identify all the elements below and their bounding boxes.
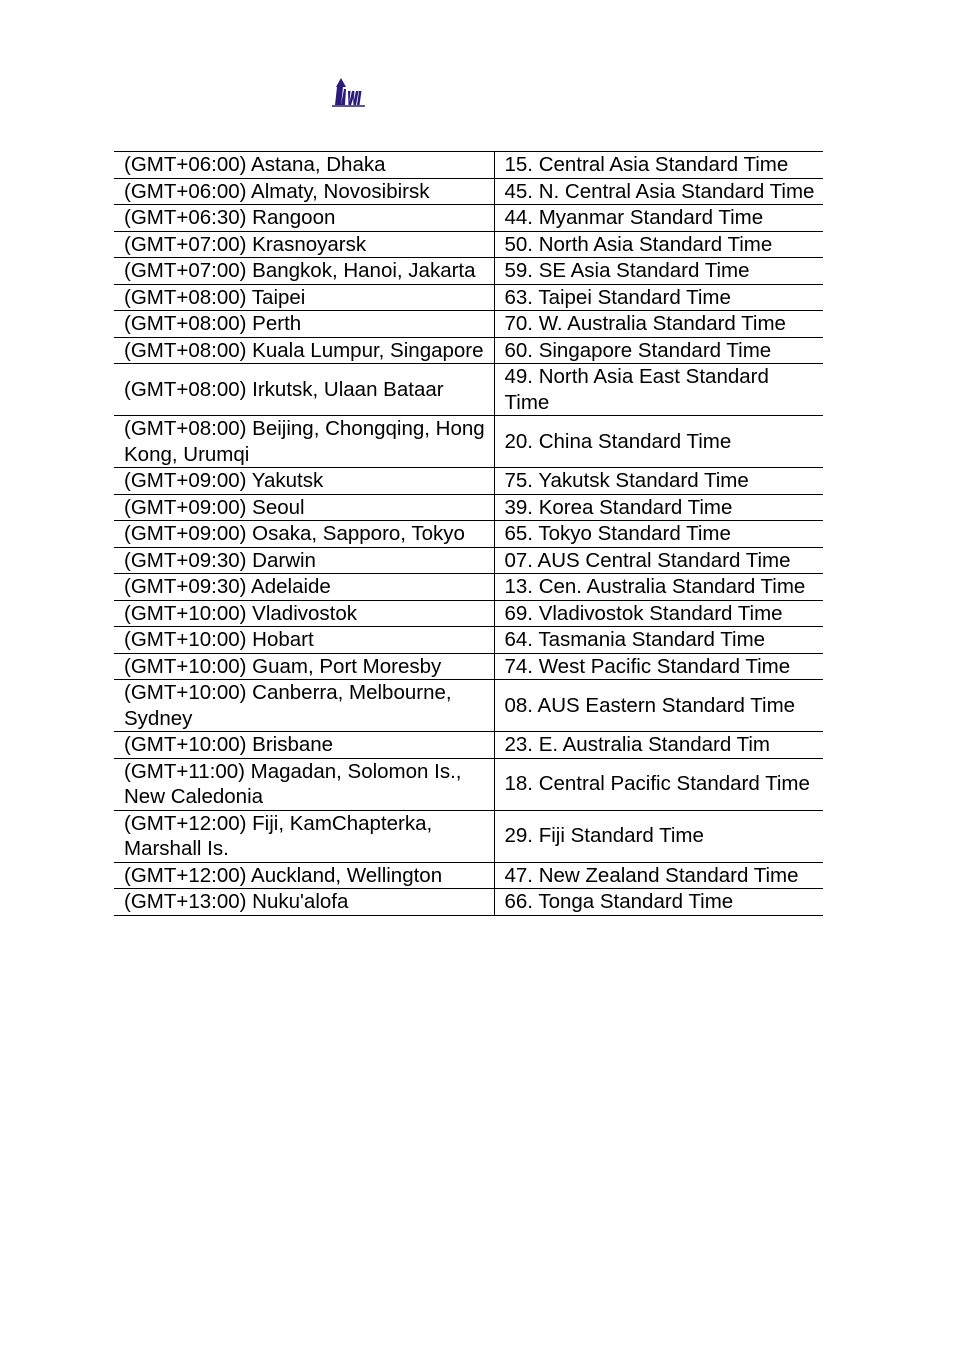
standard-name-cell: 44. Myanmar Standard Time bbox=[494, 205, 823, 232]
standard-name-cell: 65. Tokyo Standard Time bbox=[494, 521, 823, 548]
table-row bbox=[114, 231, 823, 258]
table-row bbox=[114, 889, 823, 916]
timezone-cell: (GMT+06:00) Almaty, Novosibirsk bbox=[114, 178, 494, 205]
table-row bbox=[114, 468, 823, 495]
table-row bbox=[114, 258, 823, 285]
table-row bbox=[114, 653, 823, 680]
timezone-cell: (GMT+11:00) Magadan, Solomon Is., New Caledonia bbox=[114, 758, 494, 810]
table-row bbox=[114, 732, 823, 759]
standard-name-cell: 47. New Zealand Standard Time bbox=[494, 862, 823, 889]
table-row bbox=[114, 627, 823, 654]
standard-name-cell: 74. West Pacific Standard Time bbox=[494, 653, 823, 680]
table-row bbox=[114, 337, 823, 364]
timezone-cell: (GMT+13:00) Nuku'alofa bbox=[114, 889, 494, 916]
timezone-cell: (GMT+06:00) Astana, Dhaka bbox=[114, 152, 494, 179]
standard-name-cell: 60. Singapore Standard Time bbox=[494, 337, 823, 364]
standard-name-cell: 63. Taipei Standard Time bbox=[494, 284, 823, 311]
timezone-cell: (GMT+09:30) Adelaide bbox=[114, 574, 494, 601]
timezone-cell: (GMT+07:00) Krasnoyarsk bbox=[114, 231, 494, 258]
standard-name-cell: 69. Vladivostok Standard Time bbox=[494, 600, 823, 627]
standard-name-cell: 64. Tasmania Standard Time bbox=[494, 627, 823, 654]
timezone-table-body bbox=[114, 152, 823, 916]
table-row bbox=[114, 574, 823, 601]
table-row bbox=[114, 178, 823, 205]
timezone-cell: (GMT+10:00) Guam, Port Moresby bbox=[114, 653, 494, 680]
table-row bbox=[114, 494, 823, 521]
table-row bbox=[114, 311, 823, 338]
timezone-cell: (GMT+09:00) Yakutsk bbox=[114, 468, 494, 495]
standard-name-cell: 59. SE Asia Standard Time bbox=[494, 258, 823, 285]
standard-name-cell: 75. Yakutsk Standard Time bbox=[494, 468, 823, 495]
standard-name-cell: 45. N. Central Asia Standard Time bbox=[494, 178, 823, 205]
table-row bbox=[114, 758, 823, 810]
timezone-cell: (GMT+10:00) Hobart bbox=[114, 627, 494, 654]
timezone-cell: (GMT+08:00) Kuala Lumpur, Singapore bbox=[114, 337, 494, 364]
table-row bbox=[114, 284, 823, 311]
table-row bbox=[114, 680, 823, 732]
standard-name-cell: 39. Korea Standard Time bbox=[494, 494, 823, 521]
standard-name-cell: 50. North Asia Standard Time bbox=[494, 231, 823, 258]
table-row bbox=[114, 152, 823, 179]
standard-name-cell: 23. E. Australia Standard Tim bbox=[494, 732, 823, 759]
table-row bbox=[114, 862, 823, 889]
timezone-cell: (GMT+09:00) Osaka, Sapporo, Tokyo bbox=[114, 521, 494, 548]
standard-name-cell: 49. North Asia East Standard Time bbox=[494, 364, 823, 416]
table-row bbox=[114, 416, 823, 468]
table-row bbox=[114, 810, 823, 862]
standard-name-cell: 66. Tonga Standard Time bbox=[494, 889, 823, 916]
timezone-cell: (GMT+10:00) Canberra, Melbourne, Sydney bbox=[114, 680, 494, 732]
timezone-cell: (GMT+10:00) Brisbane bbox=[114, 732, 494, 759]
table-row bbox=[114, 364, 823, 416]
table-row bbox=[114, 521, 823, 548]
standard-name-cell: 07. AUS Central Standard Time bbox=[494, 547, 823, 574]
standard-name-cell: 29. Fiji Standard Time bbox=[494, 810, 823, 862]
timezone-table bbox=[114, 151, 823, 916]
timezone-cell: (GMT+07:00) Bangkok, Hanoi, Jakarta bbox=[114, 258, 494, 285]
table-row bbox=[114, 547, 823, 574]
timezone-cell: (GMT+08:00) Beijing, Chongqing, Hong Kong, Urumqi bbox=[114, 416, 494, 468]
standard-name-cell: 20. China Standard Time bbox=[494, 416, 823, 468]
timezone-cell: (GMT+12:00) Fiji, KamChapterka, Marshall Is. bbox=[114, 810, 494, 862]
standard-name-cell: 18. Central Pacific Standard Time bbox=[494, 758, 823, 810]
standard-name-cell: 08. AUS Eastern Standard Time bbox=[494, 680, 823, 732]
timezone-cell: (GMT+06:30) Rangoon bbox=[114, 205, 494, 232]
timezone-cell: (GMT+08:00) Irkutsk, Ulaan Bataar bbox=[114, 364, 494, 416]
timezone-cell: (GMT+09:30) Darwin bbox=[114, 547, 494, 574]
timezone-cell: (GMT+12:00) Auckland, Wellington bbox=[114, 862, 494, 889]
timezone-cell: (GMT+09:00) Seoul bbox=[114, 494, 494, 521]
timezone-cell: (GMT+10:00) Vladivostok bbox=[114, 600, 494, 627]
timezone-cell: (GMT+08:00) Perth bbox=[114, 311, 494, 338]
table-row bbox=[114, 205, 823, 232]
timezone-cell: (GMT+08:00) Taipei bbox=[114, 284, 494, 311]
standard-name-cell: 70. W. Australia Standard Time bbox=[494, 311, 823, 338]
company-logo-icon bbox=[332, 77, 368, 109]
standard-name-cell: 13. Cen. Australia Standard Time bbox=[494, 574, 823, 601]
table-row bbox=[114, 600, 823, 627]
standard-name-cell: 15. Central Asia Standard Time bbox=[494, 152, 823, 179]
